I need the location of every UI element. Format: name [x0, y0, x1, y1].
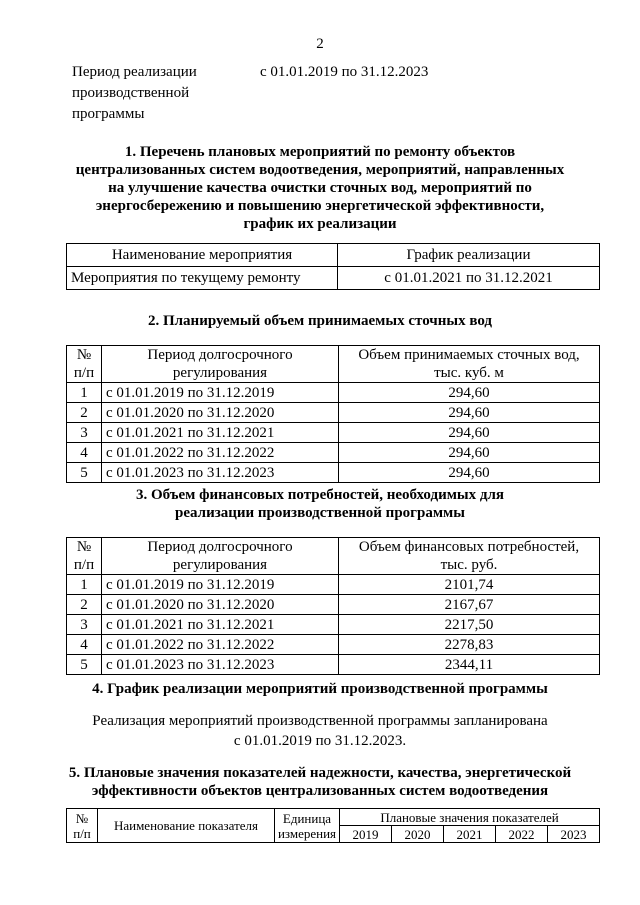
table-row: 4 с 01.01.2022 по 31.12.2022 294,60: [67, 443, 600, 463]
table-row: [67, 267, 600, 290]
page-number: 2: [316, 36, 324, 52]
table-row: 3 с 01.01.2021 по 31.12.2021 2217,50: [67, 615, 600, 635]
indicators-table: [66, 808, 600, 843]
column-header-period: Период долгосрочного регулирования: [102, 346, 339, 383]
section3-title: 3. Объем финансовых потребностей, необходимых для реализации производственной программы: [135, 487, 505, 521]
column-header-num: № п/п: [67, 346, 102, 383]
column-header-measure: Наименование мероприятия: [67, 244, 338, 267]
repair-measures-table: [66, 243, 600, 290]
section4-title: 4. График реализации мероприятий производственной программы: [92, 681, 548, 697]
column-header-planned-values: Плановые значения показателей: [340, 809, 600, 826]
table-header-row: [67, 809, 600, 826]
table-row: 1 с 01.01.2019 по 31.12.2019 294,60: [67, 383, 600, 403]
section4-text: Реализация мероприятий производственной программы запланирована с 01.01.2019 по 31.12.2023.: [92, 713, 548, 749]
column-header-year: 2022: [495, 826, 547, 843]
column-header-indicator-name: Наименование показателя: [98, 809, 275, 843]
section1-title: 1. Перечень плановых мероприятий по ремонту объектов централизованных систем водоотведения, мероприятий, направленных на улучшение качества очистки сточных вод, мероприятий по энергосбережению и повышению энергетической эффективности, график их реализации: [75, 144, 565, 232]
table-row: 1 с 01.01.2019 по 31.12.2019 2101,74: [67, 575, 600, 595]
table-row: 2 с 01.01.2020 по 31.12.2020 294,60: [67, 403, 600, 423]
schedule-cell: с 01.01.2021 по 31.12.2021: [338, 267, 600, 290]
wastewater-volume-table: [66, 345, 600, 483]
section5-title: 5. Плановые значения показателей надежности, качества, энергетической эффективности объектов централизованных систем водоотведения: [68, 765, 572, 799]
table-header-row: [67, 244, 600, 267]
column-header-schedule: График реализации: [338, 244, 600, 267]
column-header-num: № п/п: [67, 809, 98, 843]
period-value: с 01.01.2019 по 31.12.2023: [260, 64, 429, 80]
section2-title: 2. Планируемый объем принимаемых сточных вод: [147, 313, 493, 329]
measure-name-cell: Мероприятия по текущему ремонту: [67, 267, 338, 290]
period-label: Период реализации производственной программы: [72, 64, 197, 122]
column-header-period: Период долгосрочного регулирования: [102, 538, 339, 575]
implementation-period: [72, 62, 632, 125]
column-header-num: № п/п: [67, 538, 102, 575]
table-header-row: [67, 346, 600, 383]
table-header-row: [67, 538, 600, 575]
table-row: 5 с 01.01.2023 по 31.12.2023 294,60: [67, 463, 600, 483]
column-header-year: 2019: [340, 826, 392, 843]
column-header-year: 2021: [443, 826, 495, 843]
column-header-year: 2020: [391, 826, 443, 843]
table-row: 2 с 01.01.2020 по 31.12.2020 2167,67: [67, 595, 600, 615]
column-header-finance: Объем финансовых потребностей, тыс. руб.: [339, 538, 600, 575]
column-header-volume: Объем принимаемых сточных вод, тыс. куб. м: [339, 346, 600, 383]
column-header-unit: Единица измерения: [275, 809, 340, 843]
column-header-year: 2023: [547, 826, 599, 843]
table-row: 5 с 01.01.2023 по 31.12.2023 2344,11: [67, 655, 600, 675]
financial-needs-table: [66, 537, 600, 675]
table-row: 3 с 01.01.2021 по 31.12.2021 294,60: [67, 423, 600, 443]
table-row: 4 с 01.01.2022 по 31.12.2022 2278,83: [67, 635, 600, 655]
